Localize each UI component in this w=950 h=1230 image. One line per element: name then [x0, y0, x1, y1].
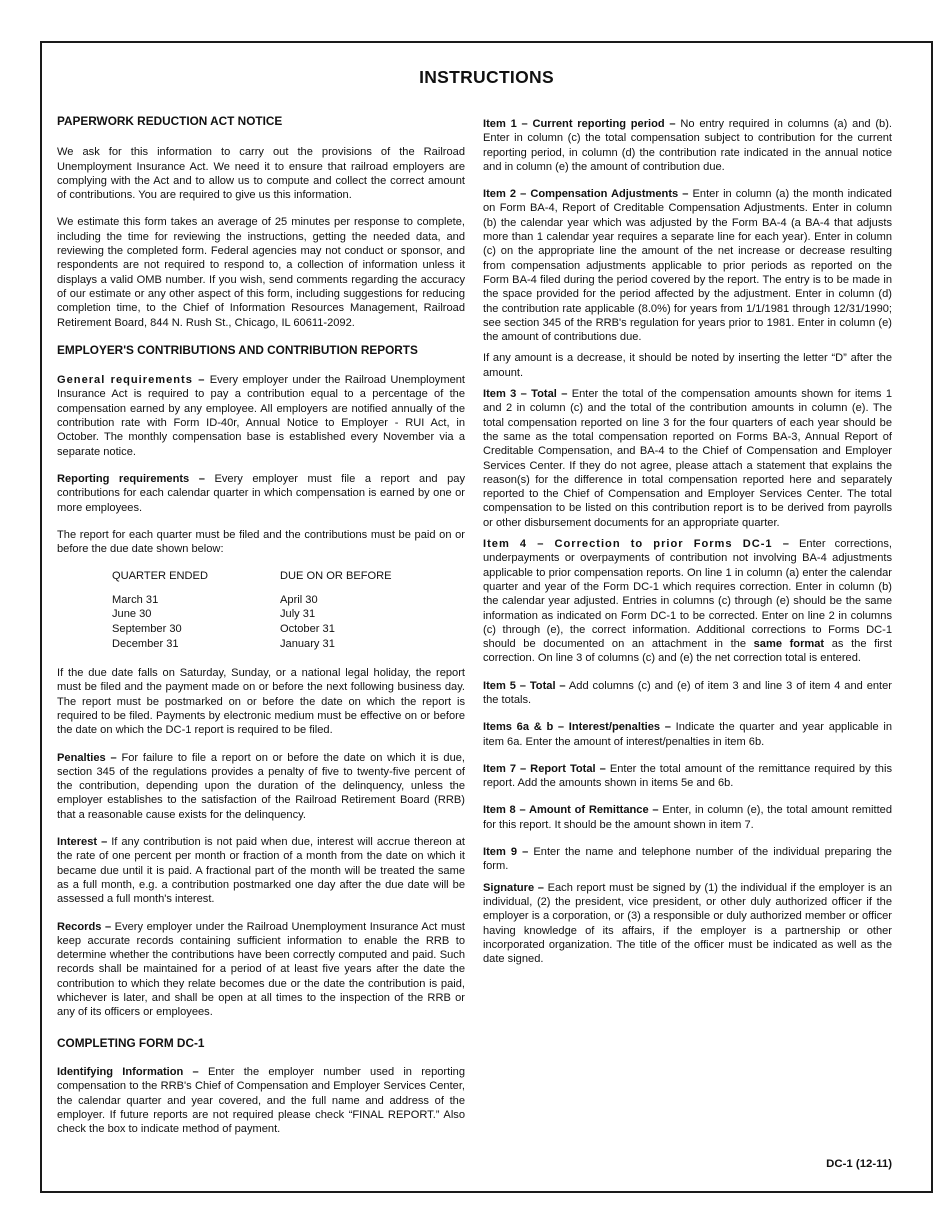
report-due-paragraph: The report for each quarter must be filed and the contributions must be paid on or before the due date shown below:: [57, 528, 465, 556]
interest-label: Interest –: [57, 836, 108, 849]
item-5-paragraph: [483, 679, 892, 708]
signature-label: Signature –: [483, 881, 544, 894]
item-4-text-b: as the first correction. On line 3 of columns (c) and (e) the net correction total is entered.: [483, 638, 892, 665]
item-9-text: Enter the name and telephone number of the individual preparing the form.: [483, 846, 892, 873]
form-number: DC-1 (12-11): [826, 1158, 892, 1170]
item-6-text: Indicate the quarter and year applicable in item 6a. Enter the amount of interest/penalties in item 6b.: [483, 721, 892, 748]
interest-text: If any contribution is not paid when due, interest will accrue thereon at the rate of one percent per month or fraction of a month from the date on which it became due until it is paid. A fractional part of the month will be treated the same as a full month, e.g. a contribution postmarked one day after the due date will be assessed a full month's interest.: [57, 836, 465, 906]
records-paragraph: [57, 920, 465, 1020]
item-1-label: Item 1 – Current reporting period –: [483, 118, 676, 130]
due-cell: January 31: [280, 637, 335, 650]
item-7-label: Item 7 – Report Total –: [483, 762, 606, 775]
item-4-same-format: same format: [753, 638, 825, 651]
general-requirements-label: General requirements –: [57, 374, 206, 387]
identifying-information-paragraph: [57, 1065, 465, 1136]
quarter-cell: June 30: [112, 608, 152, 621]
item-4-text-a: Enter corrections, underpayments or overpayments of contribution not involving BA-4 adjustments applicable to prior compensation reports. On line 1 in column (a) enter the calendar quarter and year of the Form DC-1 which requires correction. Enter in column (b) the calendar year adjusted. Entries in columns (c) through (e) should be the same information as indicated on Form DC-1 to be corrected. Enter on line 2 in columns (c) through (e), the correct information. Additional corrections to Forms DC-1 should be documented on an attachment in the: [483, 538, 892, 651]
table-row: [112, 607, 392, 622]
reporting-requirements-label: Reporting requirements –: [57, 472, 205, 485]
identifying-information-text: Enter the employer number used in reporting compensation to the RRB's Chief of Compensation and Employer Services Center, the calendar quarter and year covered, and the full name and address of the employer. If future reports are not required please check “FINAL REPORT.” Also check the box to indicate method of payment.: [57, 1065, 465, 1136]
quarter-cell: March 31: [112, 593, 159, 606]
item-7-text: Enter the total amount of the remittance required by this report. Add the amounts shown in items 5e and 6b.: [483, 762, 892, 790]
due-cell: October 31: [280, 622, 335, 635]
general-requirements-paragraph: [57, 373, 465, 459]
due-cell: July 31: [280, 608, 316, 621]
due-on-or-before-header: DUE ON OR BEFORE: [280, 570, 392, 583]
table-row: [112, 593, 392, 608]
identifying-information-label: Identifying Information –: [57, 1065, 199, 1078]
records-label: Records –: [57, 920, 112, 933]
signature-text: Each report must be signed by (1) the individual if the employer is an individual, (2) the president, vice president, or other duly authorized officer if the employer is a corporation, or (3) a responsible or duly authorized member or officer having knowledge of its affairs, if the employer is a partnership or other incorporated organization. The title of the officer must be indicated as well as the date signed.: [483, 881, 892, 966]
holiday-paragraph: If the due date falls on Saturday, Sunday, or a national legal holiday, the report must be filed and the payment made on or before the next following business day. The report must be postmarked on or before the date on which the report is required to be filed. Payments by electronic medium must be effective on or before the date on which the DC-1 report is required to be filed.: [57, 667, 465, 737]
due-table-header: [112, 569, 392, 592]
item-2-paragraph: [483, 187, 892, 344]
due-cell: April 30: [280, 593, 318, 606]
quarter-cell: September 30: [112, 622, 182, 635]
item-8-label: Item 8 – Amount of Remittance –: [483, 804, 659, 817]
due-date-table: [112, 569, 392, 651]
paperwork-paragraph-2: We estimate this form takes an average of 25 minutes per response to complete, including the time for reviewing the instructions, getting the needed data, and reviewing the completed form. Federal agencies may not conduct or sponsor, and respondents are not required to respond to, a collection of information unless it displays a valid OMB number. If you wish, send comments regarding the accuracy of our estimate or any other aspect of this form, including suggestions for reducing completion time, to the Chief of Information Resources Management, Railroad Retirement Board, 844 N. Rush St., Chicago, IL 60611-2092.: [57, 216, 465, 329]
form-page-frame: [40, 41, 933, 1193]
interest-paragraph: [57, 835, 465, 906]
completing-form-heading: COMPLETING FORM DC-1: [57, 1035, 205, 1050]
table-row: [112, 637, 392, 652]
reporting-requirements-paragraph: [57, 472, 465, 515]
left-column: [57, 114, 465, 1149]
item-2-text: Enter in column (a) the month indicated on Form BA-4, Report of Creditable Compensation Adjustments. Enter in column (b) the calendar year which was adjusted by the Form BA-4 (a BA-4 that adjusts more than 1 calendar year requires a separate line for each year). Enter in column (c) on the appropriate line the amount of the net increase or decrease resulting from compensation adjustments applicable to prior periods as reported on the Form BA-4 filed during the period covered by the report. The entry is to be made in the space provided for the period affected by the adjustment. Enter in column (d) the contribution rate applicable (8.0%) for years from 1/1/1981 through 12/31/1990; see section 345 of the RRB's regulation for years prior to 1981. Enter in column (e) the amount of contributions due.: [483, 188, 892, 344]
item-3-text: Enter the total of the compensation amounts shown for items 1 and 2 in column (c) and the total of the contribution amounts in column (e). The total compensation reported on line 3 for the four quarters of each year should be the same as the total compensation reported on Forms BA-3, Annual Report of Creditable Compensation, and BA-4 to the Chief of Compensation and Employer Services Center. If they do not agree, please attach a statement that explains the reason(s) for the difference in total compensation reported here and separately reported to the Chief of Compensation and Employer Services Center. The total compensation to be listed on this contribution report is to be derived from payrolls or other disbursement documents for an appropriate quarter.: [483, 388, 892, 529]
item-5-text: Add columns (c) and (e) of item 3 and line 3 of item 4 and enter the totals.: [483, 679, 892, 706]
item-2-label: Item 2 – Compensation Adjustments –: [483, 188, 689, 201]
item-3-paragraph: [483, 387, 892, 530]
general-requirements-text: Every employer under the Railroad Unemployment Insurance Act is required to pay a contribution equal to a percentage of the compensation earned by any employee. All employers are notified annually of the contribution rate with Form ID-40r, Annual Notice to Employer - RUI Act, in October. The monthly compensation base is established every November via a separate notice.: [57, 374, 465, 458]
decrease-paragraph: If any amount is a decrease, it should be noted by inserting the letter “D” after the amount.: [483, 352, 892, 379]
item-9-paragraph: [483, 845, 892, 874]
quarter-ended-header: QUARTER ENDED: [112, 570, 208, 583]
penalties-label: Penalties –: [57, 751, 117, 764]
paperwork-heading: PAPERWORK REDUCTION ACT NOTICE: [57, 114, 283, 128]
signature-paragraph: [483, 881, 892, 967]
penalties-paragraph: [57, 751, 465, 822]
item-3-label: Item 3 – Total –: [483, 388, 568, 401]
right-column: [483, 117, 892, 979]
page-title: INSTRUCTIONS: [419, 67, 554, 87]
quarter-cell: December 31: [112, 637, 179, 650]
penalties-text: For failure to file a report on or before the date on which it is due, section 345 of the regulations provides a penalty of five to twenty-five percent of the contribution, depending upon the duration of the delinquency, unless the employer establishes to the satisfaction of the Railroad Retirement Board (RRB) that a reasonable cause exists for the delinquency.: [57, 751, 466, 821]
item-1-paragraph: [483, 117, 892, 174]
paperwork-paragraph-1: We ask for this information to carry out the provisions of the Railroad Unemployment Insurance Act. We need it to ensure that railroad employers are complying with the Act and to allow us to compute and collect the correct amount of contributions. You are required to give us this information.: [57, 146, 465, 202]
item-4-label: Item 4 – Correction to prior Forms DC-1 –: [483, 538, 790, 551]
reporting-requirements-text: Every employer must file a report and pay contributions for each calendar quarter in which compensation is earned by one or more employees.: [57, 472, 465, 514]
item-1-text: No entry required in columns (a) and (b). Enter in column (c) the total compensation subject to contribution for the current reporting period, in column (d) the contribution rate indicated in the annual notice and in column (e) the amount of contribution due.: [483, 118, 892, 173]
item-7-paragraph: [483, 762, 892, 791]
employer-contributions-heading: EMPLOYER'S CONTRIBUTIONS AND CONTRIBUTION REPORTS: [57, 342, 418, 357]
records-text: Every employer under the Railroad Unemployment Insurance Act must keep accurate records containing sufficient information to enable the RRB to determine whether the contributions have been correctly computed and paid. Such records shall be maintained for a period of at least five years after the date the contribution to which they relate becomes due or the date the contribution is paid, whichever is later, and shall be open at all times to the inspection of the RRB or any of its officers or employees.: [57, 920, 465, 1019]
table-row: [112, 622, 392, 637]
item-6-label: Items 6a & b – Interest/penalties –: [483, 721, 671, 734]
item-6-paragraph: [483, 720, 892, 749]
item-9-label: Item 9 –: [483, 846, 529, 859]
item-8-text: Enter, in column (e), the total amount remitted for this report. It should be the amount shown in item 7.: [483, 804, 892, 831]
item-5-label: Item 5 – Total –: [483, 679, 566, 692]
item-4-paragraph: [483, 537, 892, 666]
item-8-paragraph: [483, 803, 892, 832]
